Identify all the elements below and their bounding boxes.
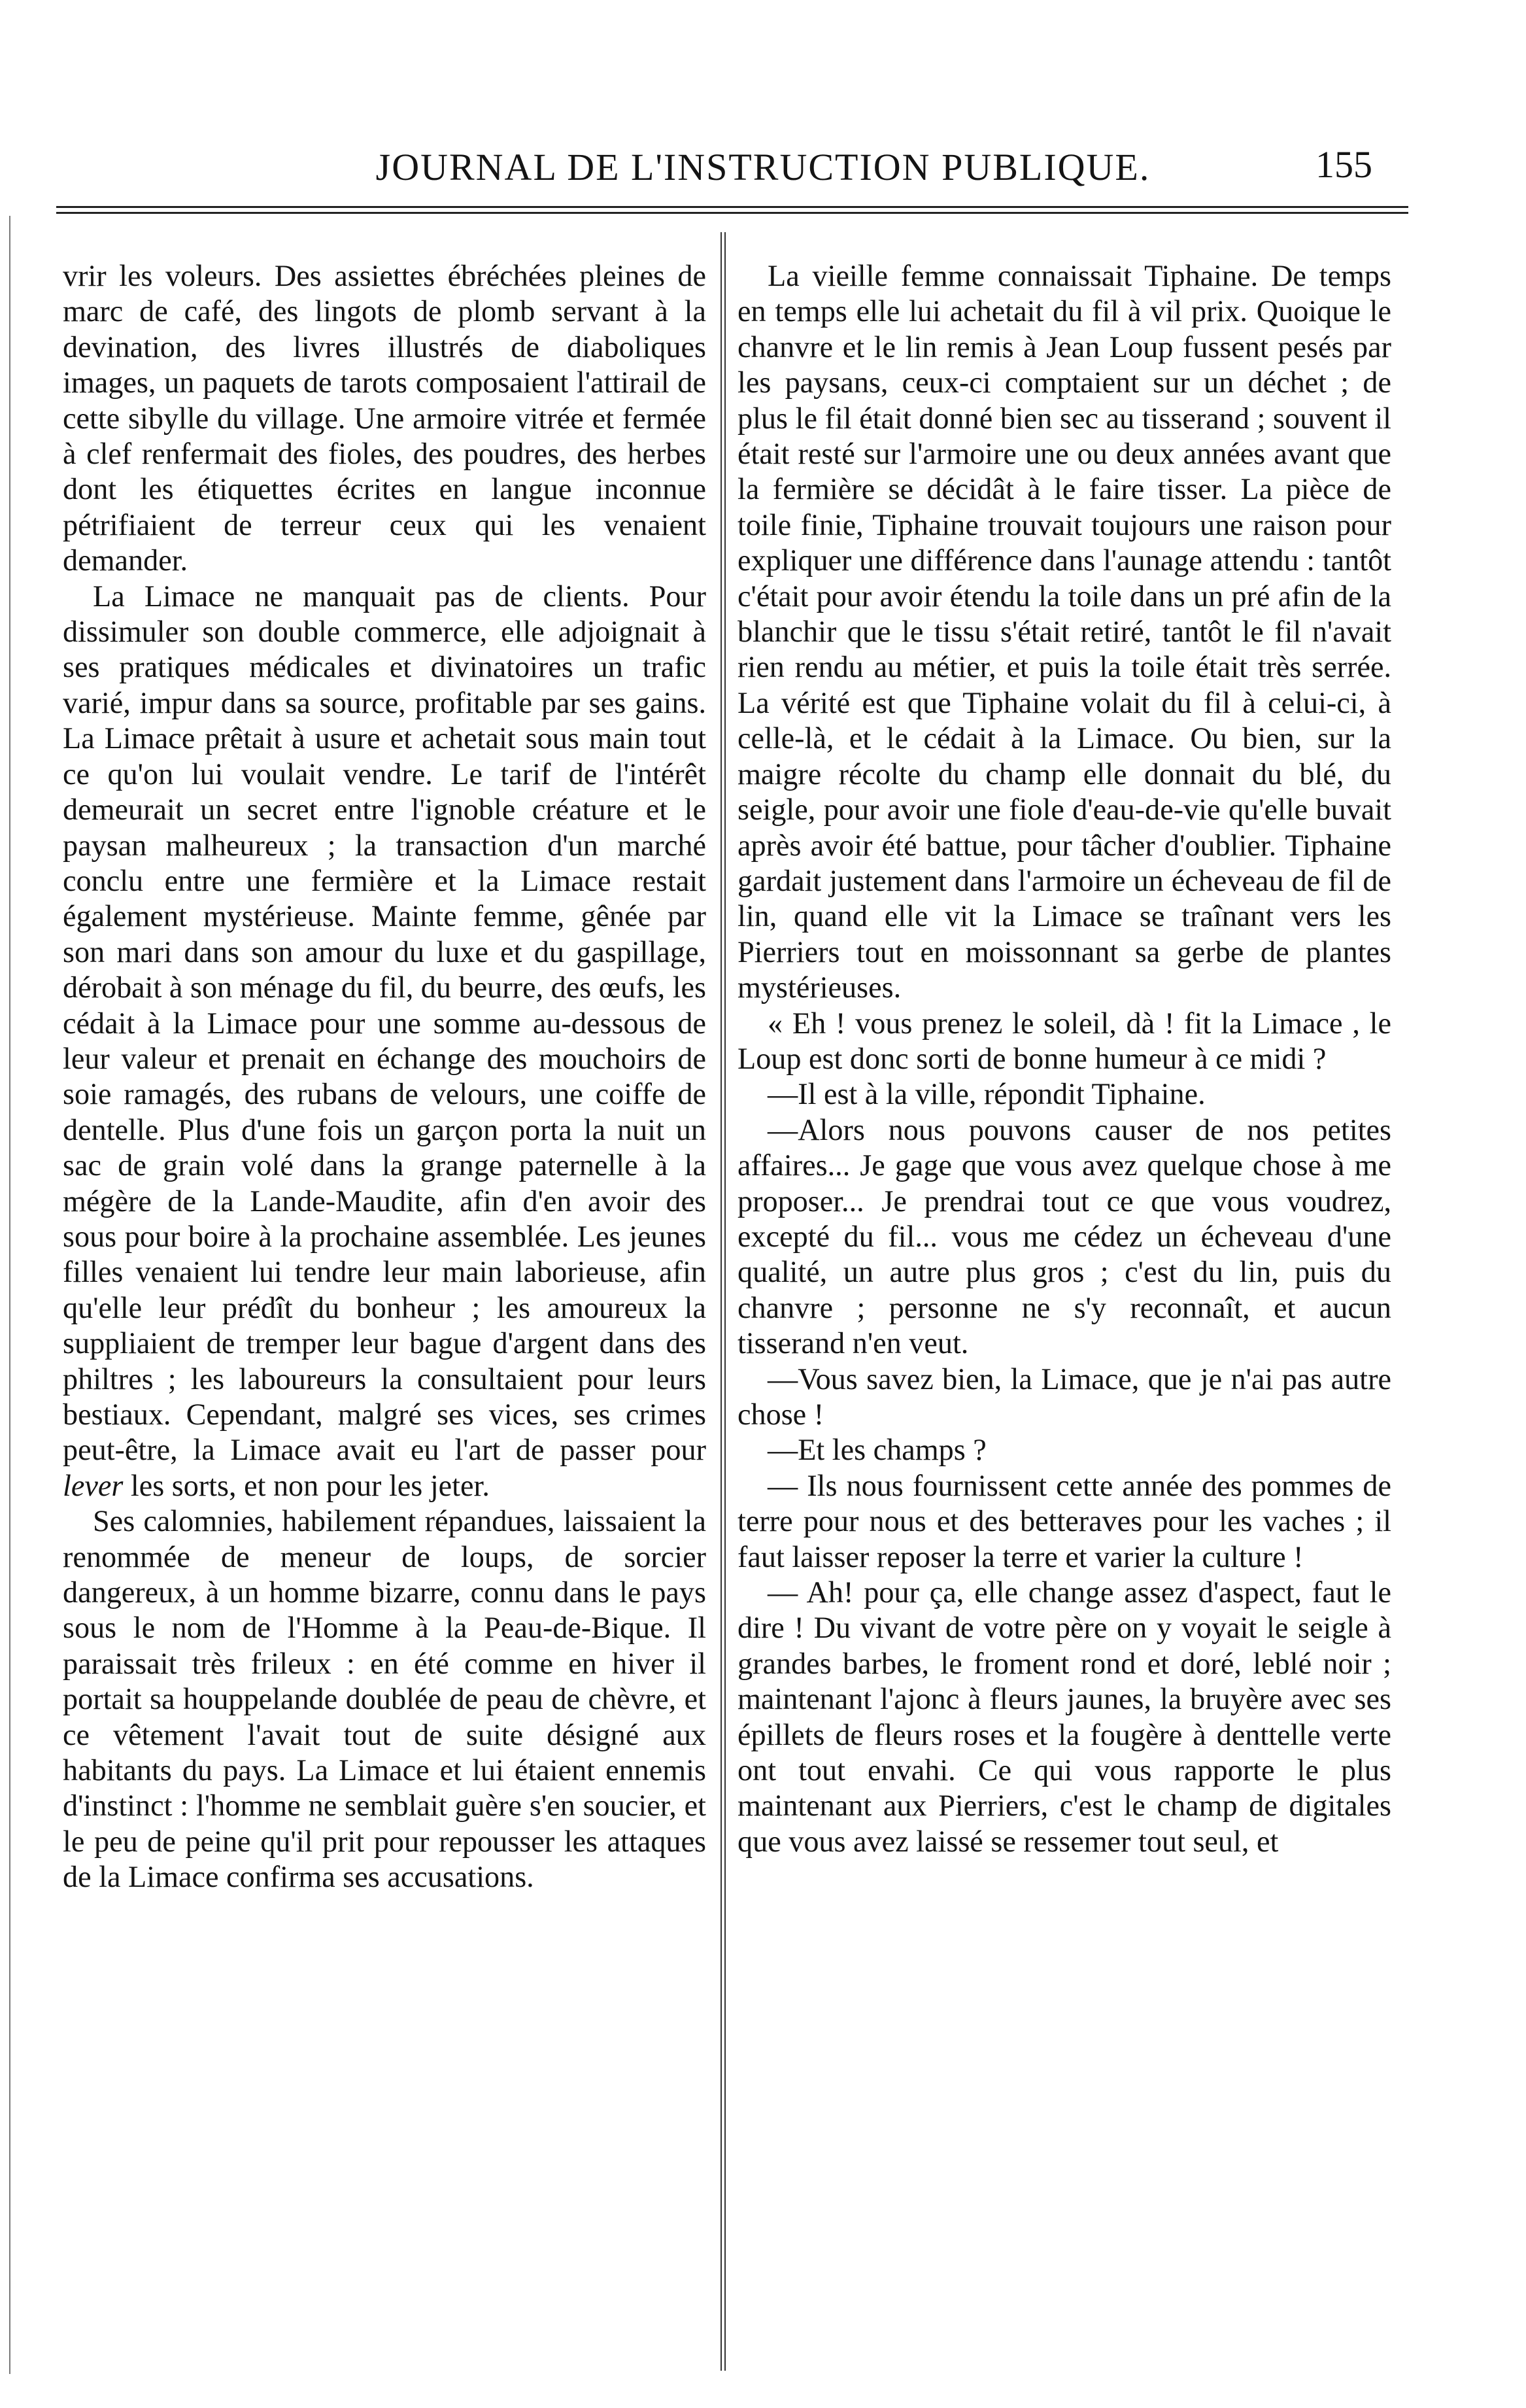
header-double-rule	[56, 206, 1408, 219]
header-rule-top	[56, 206, 1408, 208]
dialogue-line: — Ils nous fournissent cette année des pommes de terre pour nous et des betteraves pour les vaches ; il faut laisser reposer la terre et varier la culture !	[738, 1468, 1391, 1574]
page-number: 155	[1315, 143, 1372, 186]
dialogue-line: —Vous savez bien, la Limace, que je n'ai pas autre chose !	[738, 1362, 1391, 1431]
dialogue-line: — Ah! pour ça, elle change assez d'aspect, faut le dire ! Du vivant de votre père on y voyait le seigle à grandes barbes, le froment rond et doré, leblé noir ; maintenant l'ajonc à fleurs jaunes, la bruyère avec ses épillets de fleurs roses et la fougère à denttelle verte ont tout envahi. Ce qui vous rapporte le plus maintenant aux Pierriers, c'est le champ de digitales que vous avez laissé se ressemer tout seul, et	[738, 1575, 1391, 1858]
header-rule-bottom	[56, 212, 1408, 214]
column-divider	[721, 232, 722, 2371]
column-divider-second-line	[724, 232, 726, 2371]
page-edge-rule	[9, 216, 10, 2374]
paragraph-calomnies: Ses calomnies, habilement répandues, laissaient la renommée de meneur de loups, de sorcier dangereux, à un homme bizarre, connu dans le pays sous le nom de l'Homme à la Peau-de-Bique. Il paraissait très frileux : en été comme en hiver il portait sa houppelande doublée de peau de chèvre, et ce vêtement l'avait tout de suite désigné aux habitants du pays. La Limace et lui étaient ennemis d'instinct : l'homme ne semblait guère s'en soucier, et le peu de peine qu'il prit pour repousser les attaques de la Limace confirma ses accusations.	[63, 1504, 706, 1894]
right-column	[738, 258, 1391, 2381]
paragraph-limace-clients-text: La Limace ne manquait pas de clients. Pour dissimuler son double commerce, elle adjoignait à ses pratiques médicales et divinatoires un trafic varié, impur dans sa source, profitable par ses gains. La Limace prêtait à usure et achetait sous main tout ce qu'on lui voulait vendre. Le tarif de l'intérêt demeurait un secret entre l'ignoble créature et le paysan malheureux ; la transaction d'un marché conclu entre une fermière et la Limace restait également mystérieuse. Mainte femme, gênée par son mari dans son amour du luxe et du gaspillage, dérobait à son ménage du fil, du beurre, des œufs, les cédait à la Limace pour une somme au-dessous de leur valeur et prenait en échange des mouchoirs de soie ramagés, des rubans de velours, une coiffe de dentelle. Plus d'une fois un garçon porta la nuit un sac de grain volé dans la grange paternelle à la mégère de la Lande-Maudite, afin d'en avoir des sous pour boire à la prochaine assemblée. Les jeunes filles venaient lui tendre leur main laborieuse, afin qu'elle leur prédît du bonheur ; les amoureux la suppliaient de tremper leur bague d'argent dans des philtres ; les laboureurs la consultaient pour leurs bestiaux. Cependant, malgré ses vices, ses crimes peut-être, la Limace avait eu l'art de passer pour	[63, 579, 706, 1467]
paragraph-limace-clients-end: les sorts, et non pour les jeter.	[130, 1468, 490, 1502]
paragraph-limace-clients	[63, 579, 706, 1504]
dialogue-line: —Et les champs ?	[768, 1433, 987, 1467]
paragraph-continuation: vrir les voleurs. Des assiettes ébréchées pleines de marc de café, des lingots de plomb servant à la devination, des livres illustrés de diaboliques images, un paquets de tarots composaient l'attirail de cette sibylle du village. Une armoire vitrée et fermée à clef renfermait des fioles, des poudres, des herbes dont les étiquettes écrites en langue inconnue pétrifiaient de terreur ceux qui les venaient demander.	[63, 259, 706, 577]
dialogue-line: « Eh ! vous prenez le soleil, dà ! fit la Limace , le Loup est donc sorti de bonne humeur à ce midi ?	[738, 1006, 1391, 1075]
journal-title: JOURNAL DE L'INSTRUCTION PUBLIQUE.	[375, 146, 1151, 188]
dialogue-line: —Alors nous pouvons causer de nos petites affaires... Je gage que vous avez quelque chose à me proposer... Je prendrai tout ce que vous voudrez, excepté du fil... vous me cédez un écheveau d'une qualité, un autre plus gros ; c'est du lin, puis du chanvre ; personne ne s'y reconnaît, et aucun tisserand n'en veut.	[738, 1112, 1391, 1360]
italic-word: lever	[63, 1468, 124, 1502]
paragraph-vieille-femme: La vieille femme connaissait Tiphaine. De temps en temps elle lui achetait du fil à vil prix. Quoique le chanvre et le lin remis à Jean Loup fussent pesés par les paysans, ceux-ci comptaient sur un déchet ; de plus le fil était donné bien sec au tisserand ; souvent il était resté sur l'armoire une ou deux années avant que la fermière se décidât à le faire tisser. La pièce de toile finie, Tiphaine trouvait toujours une raison pour expliquer une différence dans l'aunage attendu : tantôt c'était pour avoir étendu la toile dans un pré afin de la blanchir que le tissu s'était retiré, tantôt le fil n'avait rien rendu au métier, et puis la toile était très serrée. La vérité est que Tiphaine volait du fil à celui-ci, à celle-là, et le cédait à la Limace. Ou bien, sur la maigre récolte du champ elle donnait du blé, du seigle, pour avoir une fiole d'eau-de-vie qu'elle buvait après avoir été battue, pour tâcher d'oublier. Tiphaine gardait justement dans l'armoire un écheveau de fil de lin, quand elle vit la Limace se traînant vers les Pierriers tout en moissonnant sa gerbe de plantes mystérieuses.	[738, 259, 1391, 1005]
dialogue-line: —Il est à la ville, répondit Tiphaine.	[768, 1077, 1206, 1111]
left-column	[63, 258, 706, 2381]
running-head	[0, 137, 1526, 196]
